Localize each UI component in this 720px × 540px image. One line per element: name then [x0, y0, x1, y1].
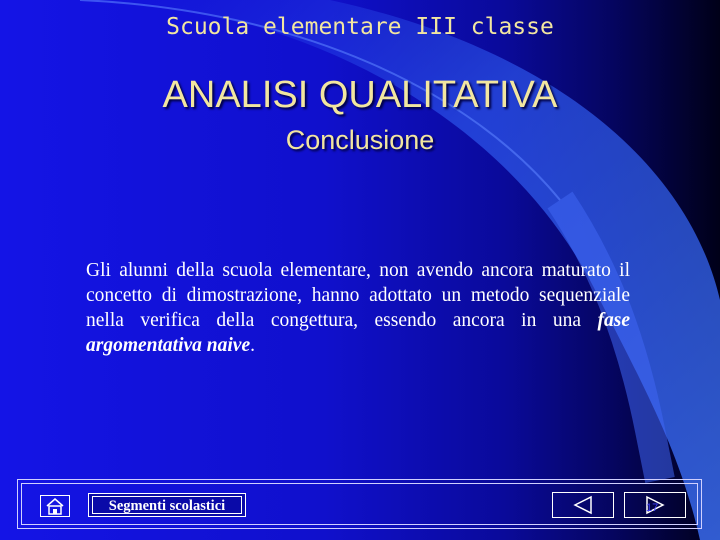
previous-slide-button[interactable]	[552, 492, 614, 518]
page-number: 17	[646, 502, 659, 514]
home-icon	[41, 496, 69, 516]
body-text-plain: Gli alunni della scuola elementare, non avendo ancora maturato il concetto di dimostrazione, hanno adottato un metodo sequenziale nella verifica della congettura, essendo ancora in una	[86, 260, 630, 331]
link-label: Segmenti scolastici	[92, 496, 242, 514]
section-heading: Conclusione	[285, 125, 435, 155]
body-text-emphasis: fase argomentativa naive	[86, 310, 630, 356]
body-paragraph	[86, 258, 630, 358]
body-text-end: .	[250, 335, 255, 356]
slide-title: ANALISI QUALITATIVA	[162, 74, 558, 116]
home-button[interactable]	[40, 495, 70, 517]
slide-subtitle: Scuola elementare III classe	[166, 14, 554, 40]
prev-triangle-icon	[553, 493, 613, 517]
segmenti-scolastici-link[interactable]	[88, 493, 246, 517]
